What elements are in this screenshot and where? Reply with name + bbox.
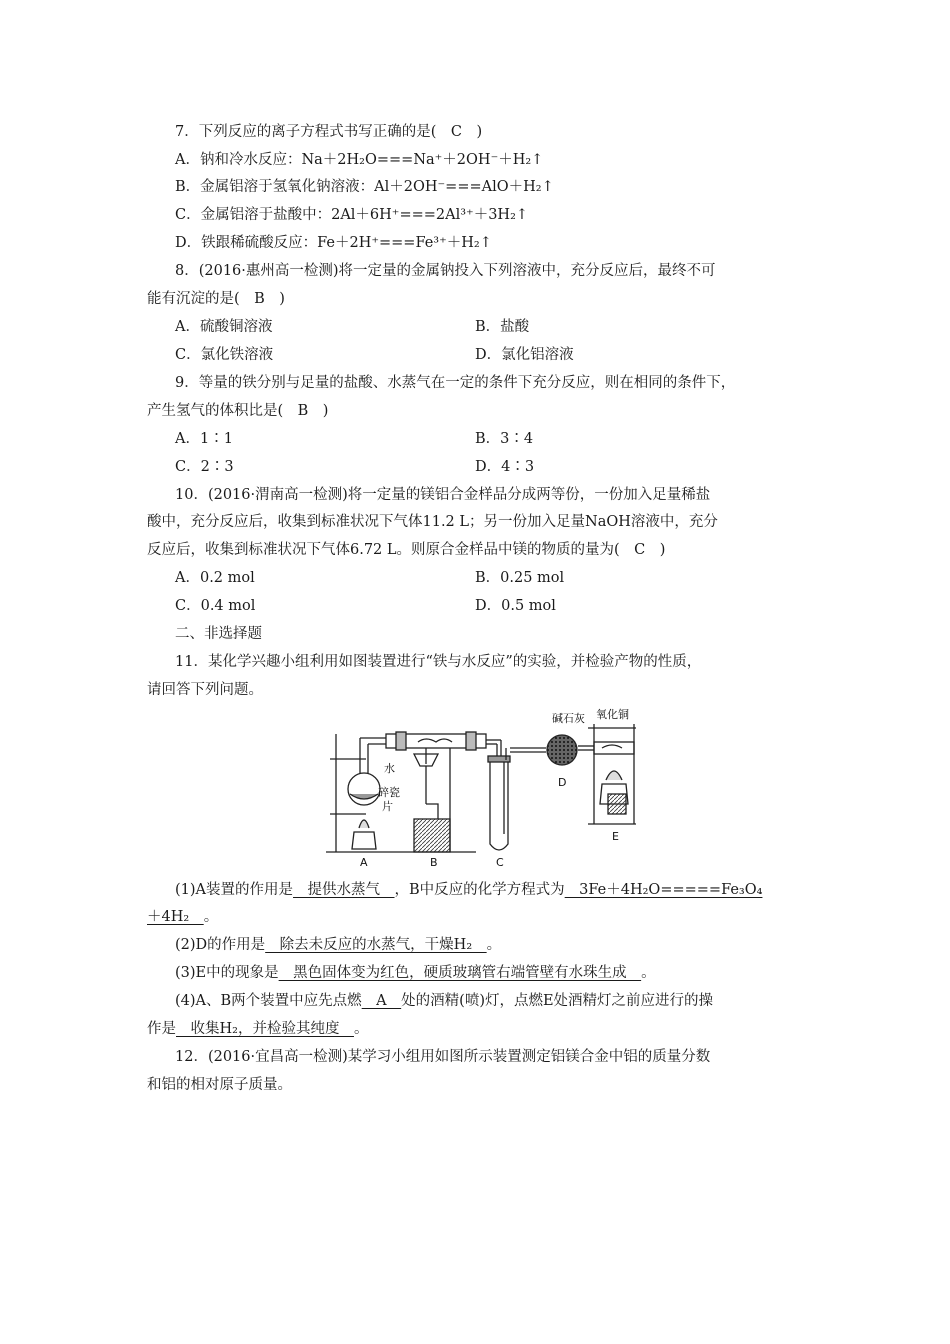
q7-stem: 7．下列反应的离子方程式书写正确的是( C ) (175, 124, 483, 140)
q11-part3-answer: 黑色固体变为红色，硬质玻璃管右端管壁有水珠生成 (278, 965, 642, 981)
section-heading: 二、非选择题 (175, 626, 262, 642)
q11-part4-line2-prefix: 作是 (147, 1021, 176, 1037)
q11-part4-answer2: 收集H₂，并检验其纯度 (176, 1021, 354, 1037)
q11-part1-answer1: 提供水蒸气 (293, 882, 395, 898)
q11-part4-line2 (147, 1019, 368, 1039)
q7-option-a: A．钠和冷水反应：Na＋2H₂O===Na⁺＋2OH⁻＋H₂↑ (175, 152, 544, 168)
q8-option-d: D．氯化铝溶液 (475, 347, 574, 363)
q10-stem-line1: 10．(2016·渭南高一检测)将一定量的镁铝合金样品分成两等份，一份加入足量稀盐 (175, 487, 711, 503)
q11-stem-line2: 请回答下列问题。 (147, 682, 263, 698)
q11-part4 (175, 991, 713, 1011)
label-e: E (612, 830, 619, 843)
label-c: C (496, 856, 504, 869)
q11-stem-line1: 11．某化学兴趣小组利用如图装置进行“铁与水反应”的实验，并检验产物的性质， (175, 654, 702, 670)
q9-option-a: A．1∶1 (175, 431, 233, 447)
q11-part1-middle: ，B中反应的化学方程式为 (394, 882, 565, 898)
q7-option-b: B．金属铝溶于氢氧化钠溶液：Al＋2OH⁻===AlO＋H₂↑ (175, 179, 554, 195)
q7-option-c: C．金属铝溶于盐酸中：2Al＋6H⁺===2Al³⁺＋3H₂↑ (175, 207, 529, 223)
q9-option-c: C．2∶3 (175, 459, 234, 475)
q11-part3-prefix: (3)E中的现象是 (175, 965, 279, 981)
q11-part2 (175, 935, 501, 955)
q8-stem-line1: 8．(2016·惠州高一检测)将一定量的金属钠投入下列溶液中，充分反应后，最终不可 (175, 263, 716, 279)
q12-stem-line2: 和铝的相对原子质量。 (147, 1077, 292, 1093)
q11-part3-end: 。 (641, 965, 656, 981)
label-porcelain-chips-1: 碎瓷 (378, 786, 400, 799)
q11-part3 (175, 963, 656, 983)
q10-stem-line3: 反应后，收集到标准状况下气体6.72 L。则原合金样品中镁的物质的量为( C ) (147, 542, 666, 558)
label-b: B (430, 856, 438, 869)
q9-option-b: B．3∶4 (475, 431, 534, 447)
q9-stem-line2: 产生氢气的体积比是( B ) (147, 403, 329, 419)
q9-option-d: D．4∶3 (475, 459, 535, 475)
q10-option-a: A．0.2 mol (175, 570, 255, 586)
q11-part1-answer2-cont: ＋4H₂ (147, 909, 204, 925)
q10-option-b: B．0.25 mol (475, 570, 565, 586)
q11-part1-prefix: (1)A装置的作用是 (175, 882, 294, 898)
q11-part4-answer1: A (361, 993, 402, 1009)
q11-part1-line2 (147, 907, 218, 927)
q11-part4-prefix: (4)A、B两个装置中应先点燃 (175, 993, 362, 1009)
q11-part1-end: 。 (203, 909, 219, 925)
q11-part2-end: 。 (486, 937, 502, 953)
q9-stem-line1: 9．等量的铁分别与足量的盐酸、水蒸气在一定的条件下充分反应，则在相同的条件下， (175, 375, 736, 391)
q8-option-c: C．氯化铁溶液 (175, 347, 274, 363)
q7-option-d: D．铁跟稀硫酸反应：Fe＋2H⁺===Fe³⁺＋H₂↑ (175, 235, 492, 251)
q10-option-c: C．0.4 mol (175, 598, 256, 614)
q11-part4-middle: 处的酒精(喷)灯，点燃E处酒精灯之前应进行的操 (401, 993, 714, 1009)
q11-part2-answer: 除去未反应的水蒸气，干燥H₂ (265, 937, 487, 953)
q8-option-b: B．盐酸 (475, 319, 530, 335)
label-porcelain-chips-2: 片 (382, 800, 393, 813)
q10-stem-line2: 酸中，充分反应后，收集到标准状况下气体11.2 L；另一份加入足量NaOH溶液中，充分 (147, 514, 718, 530)
q8-stem-line2: 能有沉淀的是( B ) (147, 291, 285, 307)
q11-part4-end: 。 (353, 1021, 369, 1037)
label-d: D (558, 776, 567, 789)
label-soda-lime: 碱石灰 (552, 712, 585, 725)
label-copper-oxide: 氧化铜 (596, 708, 629, 721)
label-water: 水 (384, 762, 395, 775)
q12-stem-line1: 12．(2016·宜昌高一检测)某学习小组用如图所示装置测定铝镁合金中铝的质量分数 (175, 1049, 711, 1065)
q11-part2-prefix: (2)D的作用是 (175, 937, 266, 953)
q10-option-d: D．0.5 mol (475, 598, 556, 614)
q8-option-a: A．硫酸铜溶液 (175, 319, 273, 335)
iron-water-apparatus-figure (326, 704, 636, 874)
label-a: A (360, 856, 368, 869)
q11-part1 (175, 880, 762, 900)
q11-part1-answer2: 3Fe＋4H₂O=====Fe₃O₄ (564, 882, 763, 898)
